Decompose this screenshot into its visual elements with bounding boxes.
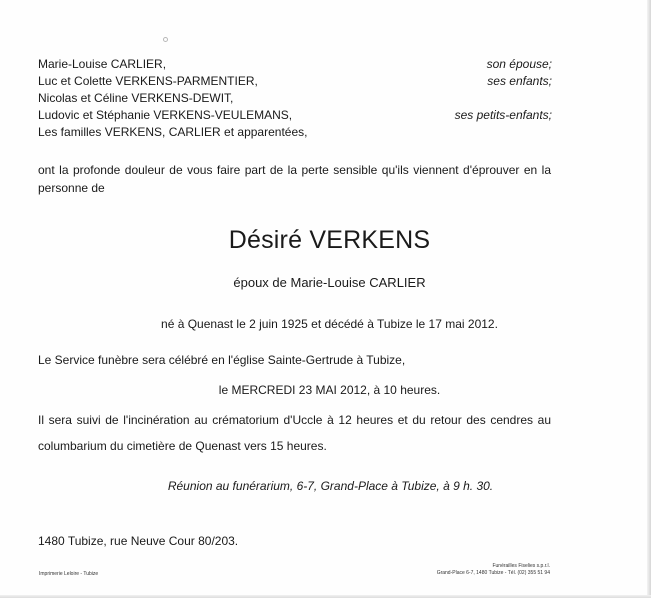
gathering-line: Réunion au funérarium, 6-7, Grand-Place à Tubize, à 9 h. 30. <box>167 479 494 493</box>
family-row-children <box>38 73 552 90</box>
family-member-name: Nicolas et Céline VERKENS-DEWIT, <box>38 91 234 105</box>
service-line-1: Le Service funèbre sera célébré en l'église Sainte-Gertrude à Tubize, <box>38 353 406 367</box>
printer-credit: Imprimerie Leloire - Tubize <box>39 571 99 577</box>
family-row-relatives <box>38 124 552 141</box>
family-relation: ses petits-enfants; <box>454 108 552 122</box>
scan-edge-right <box>647 0 651 598</box>
funeral-home-name: Funérailles Fiselies s.p.r.l. <box>492 563 550 569</box>
family-row-grandchild-1 <box>38 90 552 107</box>
family-member-name: Les familles VERKENS, CARLIER et apparentées, <box>38 125 308 139</box>
family-row-spouse <box>38 56 552 73</box>
paper-speck <box>163 37 168 42</box>
family-address: 1480 Tubize, rue Neuve Cour 80/203. <box>38 534 239 548</box>
deceased-spouse-line: époux de Marie-Louise CARLIER <box>233 275 426 290</box>
funeral-home-address: Grand-Place 6-7, 1480 Tubize - Tél. (02) 355 51 94 <box>436 570 550 576</box>
announcement-line-2: personne de <box>38 181 105 195</box>
family-member-name: Ludovic et Stéphanie VERKENS-VEULEMANS, <box>38 108 293 122</box>
service-date-line: le MERCREDI 23 MAI 2012, à 10 heures. <box>218 383 441 397</box>
family-member-name: Luc et Colette VERKENS-PARMENTIER, <box>38 74 258 88</box>
cremation-line-2: columbarium du cimetière de Quenast vers 15 heures. <box>38 439 327 453</box>
family-relation: ses enfants; <box>487 74 552 88</box>
cremation-line-1: Il sera suivi de l'incinération au crématorium d'Uccle à 12 heures et du retour des cendres au <box>38 413 551 427</box>
family-member-name: Marie-Louise CARLIER, <box>38 57 167 71</box>
family-row-grandchildren <box>38 107 552 124</box>
birth-death-line: né à Quenast le 2 juin 1925 et décédé à Tubize le 17 mai 2012. <box>161 317 498 331</box>
deceased-name: Désiré VERKENS <box>228 226 431 254</box>
announcement-line-1: ont la profonde douleur de vous faire part de la perte sensible qu'ils viennent d'éprouver en la <box>38 163 551 177</box>
family-relation: son épouse; <box>486 57 552 71</box>
